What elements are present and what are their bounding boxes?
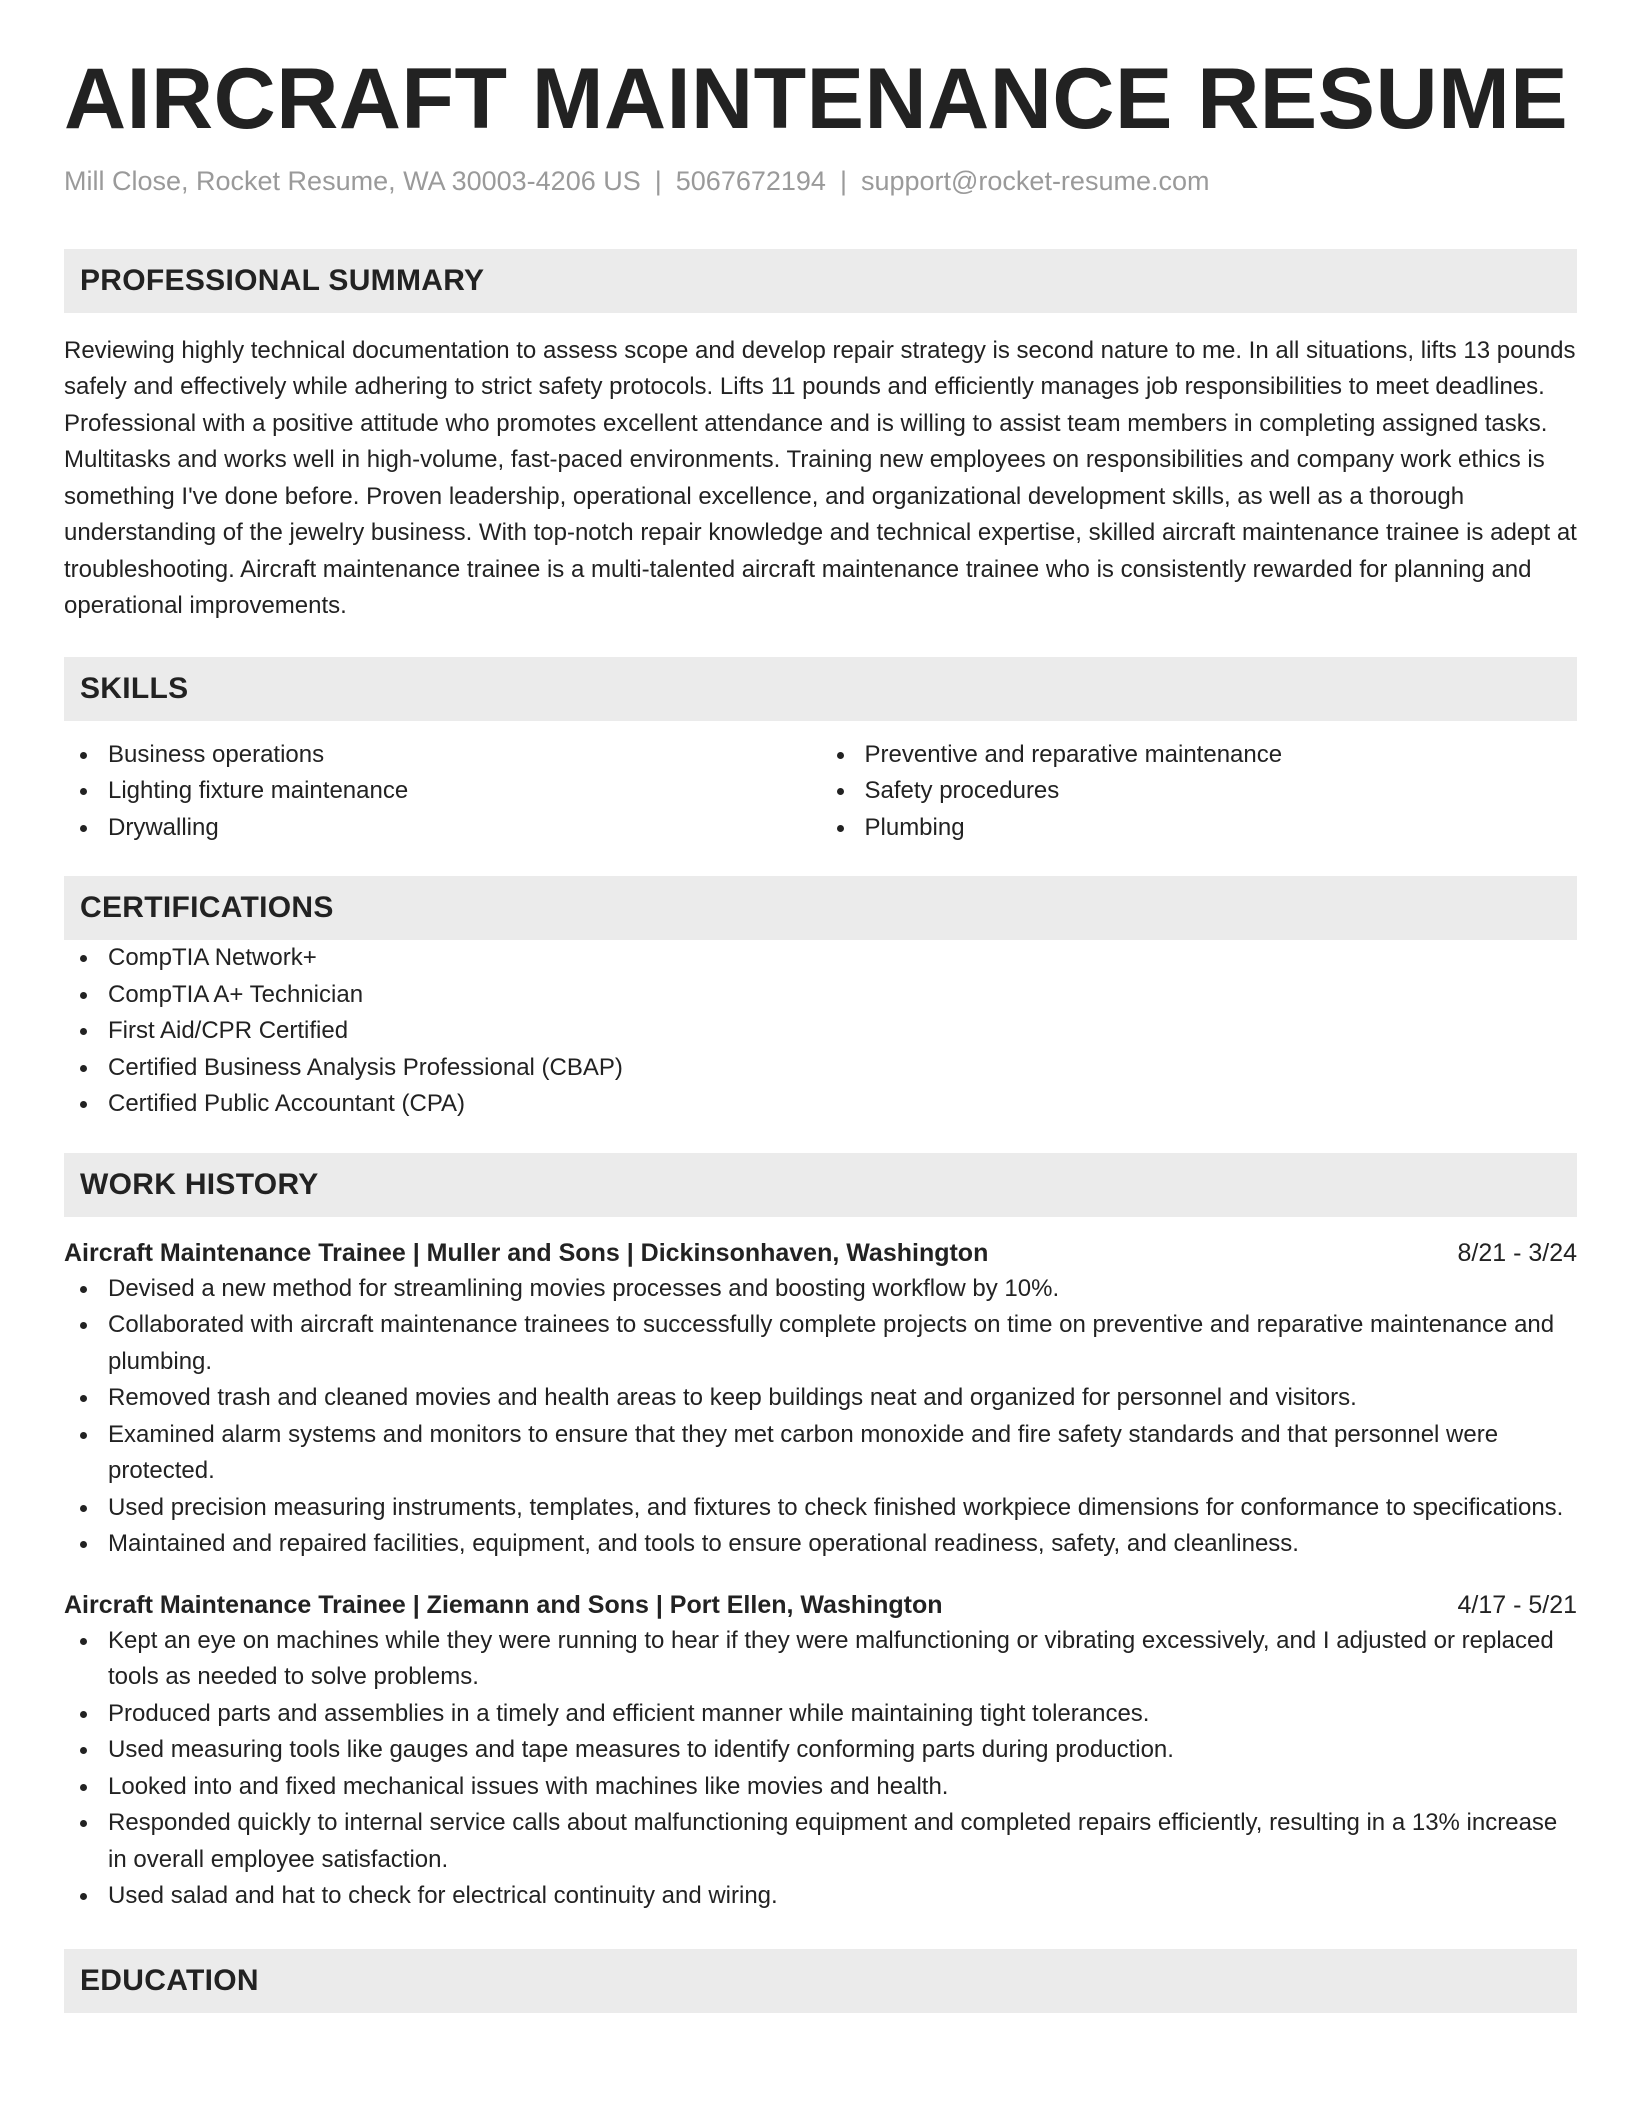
job-bullet-list [64, 1623, 1577, 1915]
section-header-education: EDUCATION [64, 1949, 1577, 2013]
job-bullet: Devised a new method for streamlining movies processes and boosting workflow by 10%. [64, 1271, 1577, 1308]
job-bullet: Looked into and fixed mechanical issues with machines like movies and health. [64, 1769, 1577, 1806]
skills-column-right [821, 737, 1578, 847]
contact-separator: | [839, 165, 847, 196]
section-header-work-history: WORK HISTORY [64, 1153, 1577, 1217]
skills-column-left [64, 737, 821, 847]
contact-separator: | [654, 165, 662, 196]
section-header-skills: SKILLS [64, 657, 1577, 721]
resume-title: AIRCRAFT MAINTENANCE RESUME [64, 51, 1569, 147]
summary-text: Reviewing highly technical documentation to assess scope and develop repair strategy is second nature to me. In all situations, lifts 13 pounds safely and effectively while adhering to strict safety protocols. Lifts 11 pounds and efficiently manages job responsibilities to meet deadlines. Professional with a positive attitude who promotes excellent attendance and is willing to assist team members in completing assigned tasks. Multitasks and works well in high-volume, fast-paced environments. Training new employees on responsibilities and company work ethics is something I've done before. Proven leadership, operational excellence, and organizational development skills, as well as a thorough understanding of the jewelry business. With top-notch repair knowledge and technical expertise, skilled aircraft maintenance trainee is adept at troubleshooting. Aircraft maintenance trainee is a multi-talented aircraft maintenance trainee who is consistently rewarded for planning and operational improvements. [64, 336, 1577, 620]
job-header [64, 1235, 1577, 1271]
skill-item: Lighting fixture maintenance [64, 773, 821, 810]
skill-item: Safety procedures [821, 773, 1578, 810]
certifications-list [64, 940, 1577, 1123]
job-bullet: Removed trash and cleaned movies and health areas to keep buildings neat and organized for personnel and visitors. [64, 1380, 1577, 1417]
certification-item: Certified Business Analysis Professional (CBAP) [64, 1050, 1577, 1087]
job-bullet: Used measuring tools like gauges and tape measures to identify conforming parts during production. [64, 1732, 1577, 1769]
job-bullet: Maintained and repaired facilities, equipment, and tools to ensure operational readiness, safety, and cleanliness. [64, 1526, 1577, 1563]
job-bullet: Used salad and hat to check for electrical continuity and wiring. [64, 1878, 1577, 1915]
skills-list-right [821, 737, 1578, 847]
certification-item: Certified Public Accountant (CPA) [64, 1086, 1577, 1123]
section-header-certifications: CERTIFICATIONS [64, 876, 1577, 940]
skill-item: Preventive and reparative maintenance [821, 737, 1578, 774]
job-bullet: Produced parts and assemblies in a timely and efficient manner while maintaining tight tolerances. [64, 1696, 1577, 1733]
skills-list-left [64, 737, 821, 847]
contact-email: support@rocket-resume.com [860, 165, 1210, 196]
skill-item: Plumbing [821, 810, 1578, 847]
contact-address: Mill Close, Rocket Resume, WA 30003-4206 US [64, 165, 641, 196]
certification-item: CompTIA A+ Technician [64, 977, 1577, 1014]
job-bullet: Collaborated with aircraft maintenance trainees to successfully complete projects on time on preventive and reparative maintenance and plumbing. [64, 1307, 1577, 1380]
skill-item: Business operations [64, 737, 821, 774]
certification-item: CompTIA Network+ [64, 940, 1577, 977]
job-title: Aircraft Maintenance Trainee | Ziemann and Sons | Port Ellen, Washington [64, 1590, 943, 1619]
job-bullet-list [64, 1271, 1577, 1563]
job-title: Aircraft Maintenance Trainee | Muller and Sons | Dickinsonhaven, Washington [64, 1238, 989, 1267]
section-header-summary: PROFESSIONAL SUMMARY [64, 249, 1577, 313]
job-dates: 8/21 - 3/24 [1457, 1238, 1577, 1267]
certification-item: First Aid/CPR Certified [64, 1013, 1577, 1050]
job-dates: 4/17 - 5/21 [1457, 1590, 1577, 1619]
job-header [64, 1587, 1577, 1623]
job-bullet: Kept an eye on machines while they were running to hear if they were malfunctioning or vibrating excessively, and I adjusted or replaced tools as needed to solve problems. [64, 1623, 1577, 1696]
job-bullet: Responded quickly to internal service calls about malfunctioning equipment and completed repairs efficiently, resulting in a 13% increase in overall employee satisfaction. [64, 1805, 1577, 1878]
job-bullet: Used precision measuring instruments, templates, and fixtures to check finished workpiece dimensions for conformance to specifications. [64, 1490, 1577, 1527]
skills-grid [64, 737, 1577, 847]
contact-phone: 5067672194 [675, 165, 826, 196]
job-bullet: Examined alarm systems and monitors to ensure that they met carbon monoxide and fire safety standards and that personnel were protected. [64, 1417, 1577, 1490]
contact-line [64, 165, 1577, 197]
skill-item: Drywalling [64, 810, 821, 847]
